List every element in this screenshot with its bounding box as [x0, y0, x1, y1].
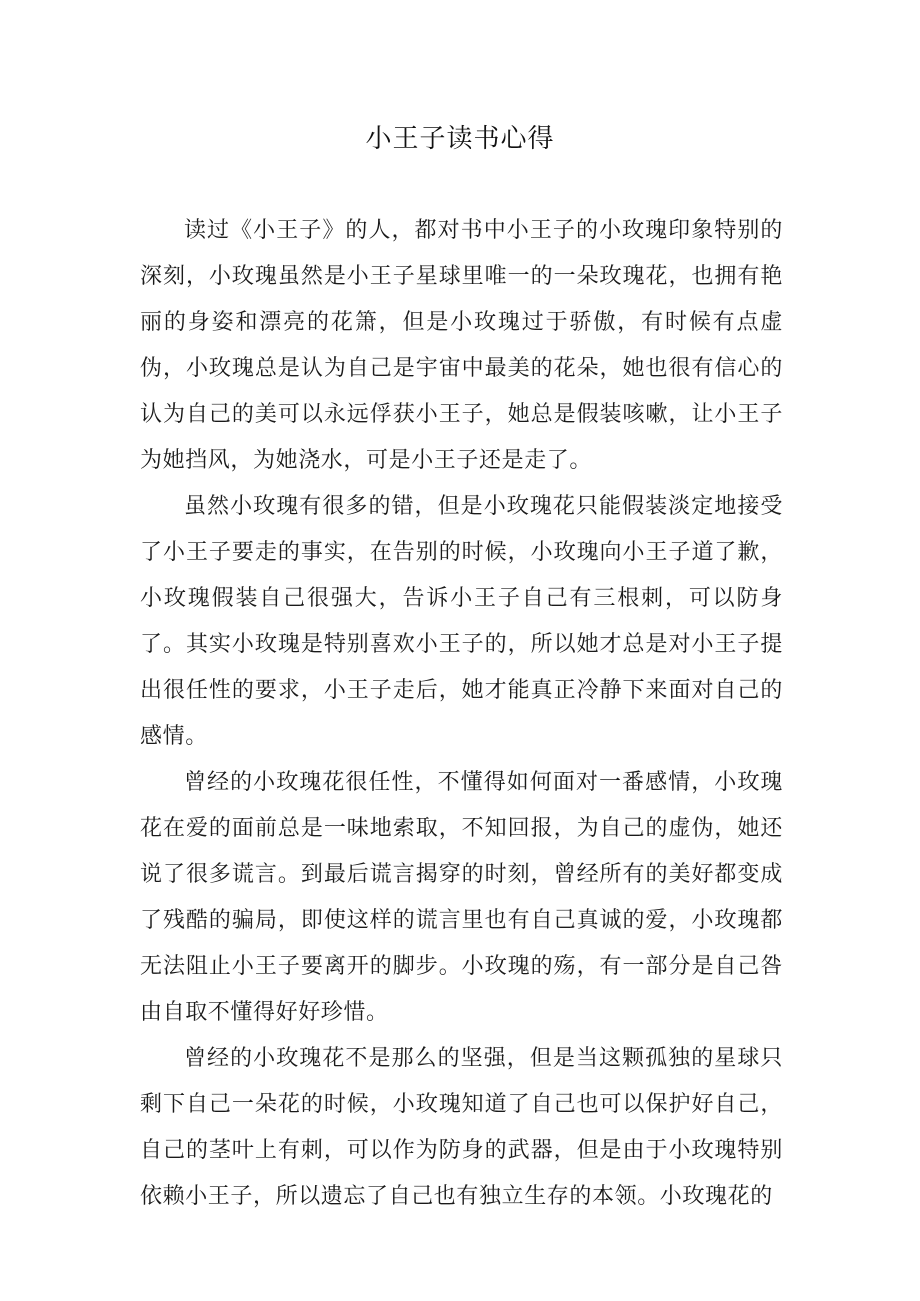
paragraph-4: 曾经的小玫瑰花不是那么的坚强，但是当这颗孤独的星球只剩下自己一朵花的时候，小玫瑰知道了自己也可以保护好自己，自己的茎叶上有刺，可以作为防身的武器，但是由于小玫瑰特别依赖小王子，所以遗忘了自己也有独立生存的本领。小玫瑰花的	[140, 1046, 783, 1209]
document-body	[140, 208, 783, 1220]
document-title: 小王子读书心得	[365, 124, 555, 154]
paragraph-2: 虽然小玫瑰有很多的错，但是小玫瑰花只能假装淡定地接受了小王子要走的事实，在告别的时候，小玫瑰向小王子道了歉，小玫瑰假装自己很强大，告诉小王子自己有三根刺，可以防身了。其实小玫瑰是特别喜欢小王子的，所以她才总是对小王子提出很任性的要求，小王子走后，她才能真正冷静下来面对自己的感情。	[140, 494, 783, 749]
paragraph-3: 曾经的小玫瑰花很任性，不懂得如何面对一番感情，小玫瑰花在爱的面前总是一味地索取，不知回报，为自己的虚伪，她还说了很多谎言。到最后谎言揭穿的时刻，曾经所有的美好都变成了残酷的骗局，即使这样的谎言里也有自己真诚的爱，小玫瑰都无法阻止小王子要离开的脚步。小玫瑰的殇，有一部分是自己咎由自取不懂得好好珍惜。	[140, 770, 783, 1025]
paragraph-1: 读过《小王子》的人，都对书中小王子的小玫瑰印象特别的深刻，小玫瑰虽然是小王子星球里唯一的一朵玫瑰花，也拥有艳丽的身姿和漂亮的花箫，但是小玫瑰过于骄傲，有时候有点虚伪，小玫瑰总是认为自己是宇宙中最美的花朵，她也很有信心的认为自己的美可以永远俘获小王子，她总是假装咳嗽，让小王子为她挡风，为她浇水，可是小王子还是走了。	[140, 218, 783, 473]
